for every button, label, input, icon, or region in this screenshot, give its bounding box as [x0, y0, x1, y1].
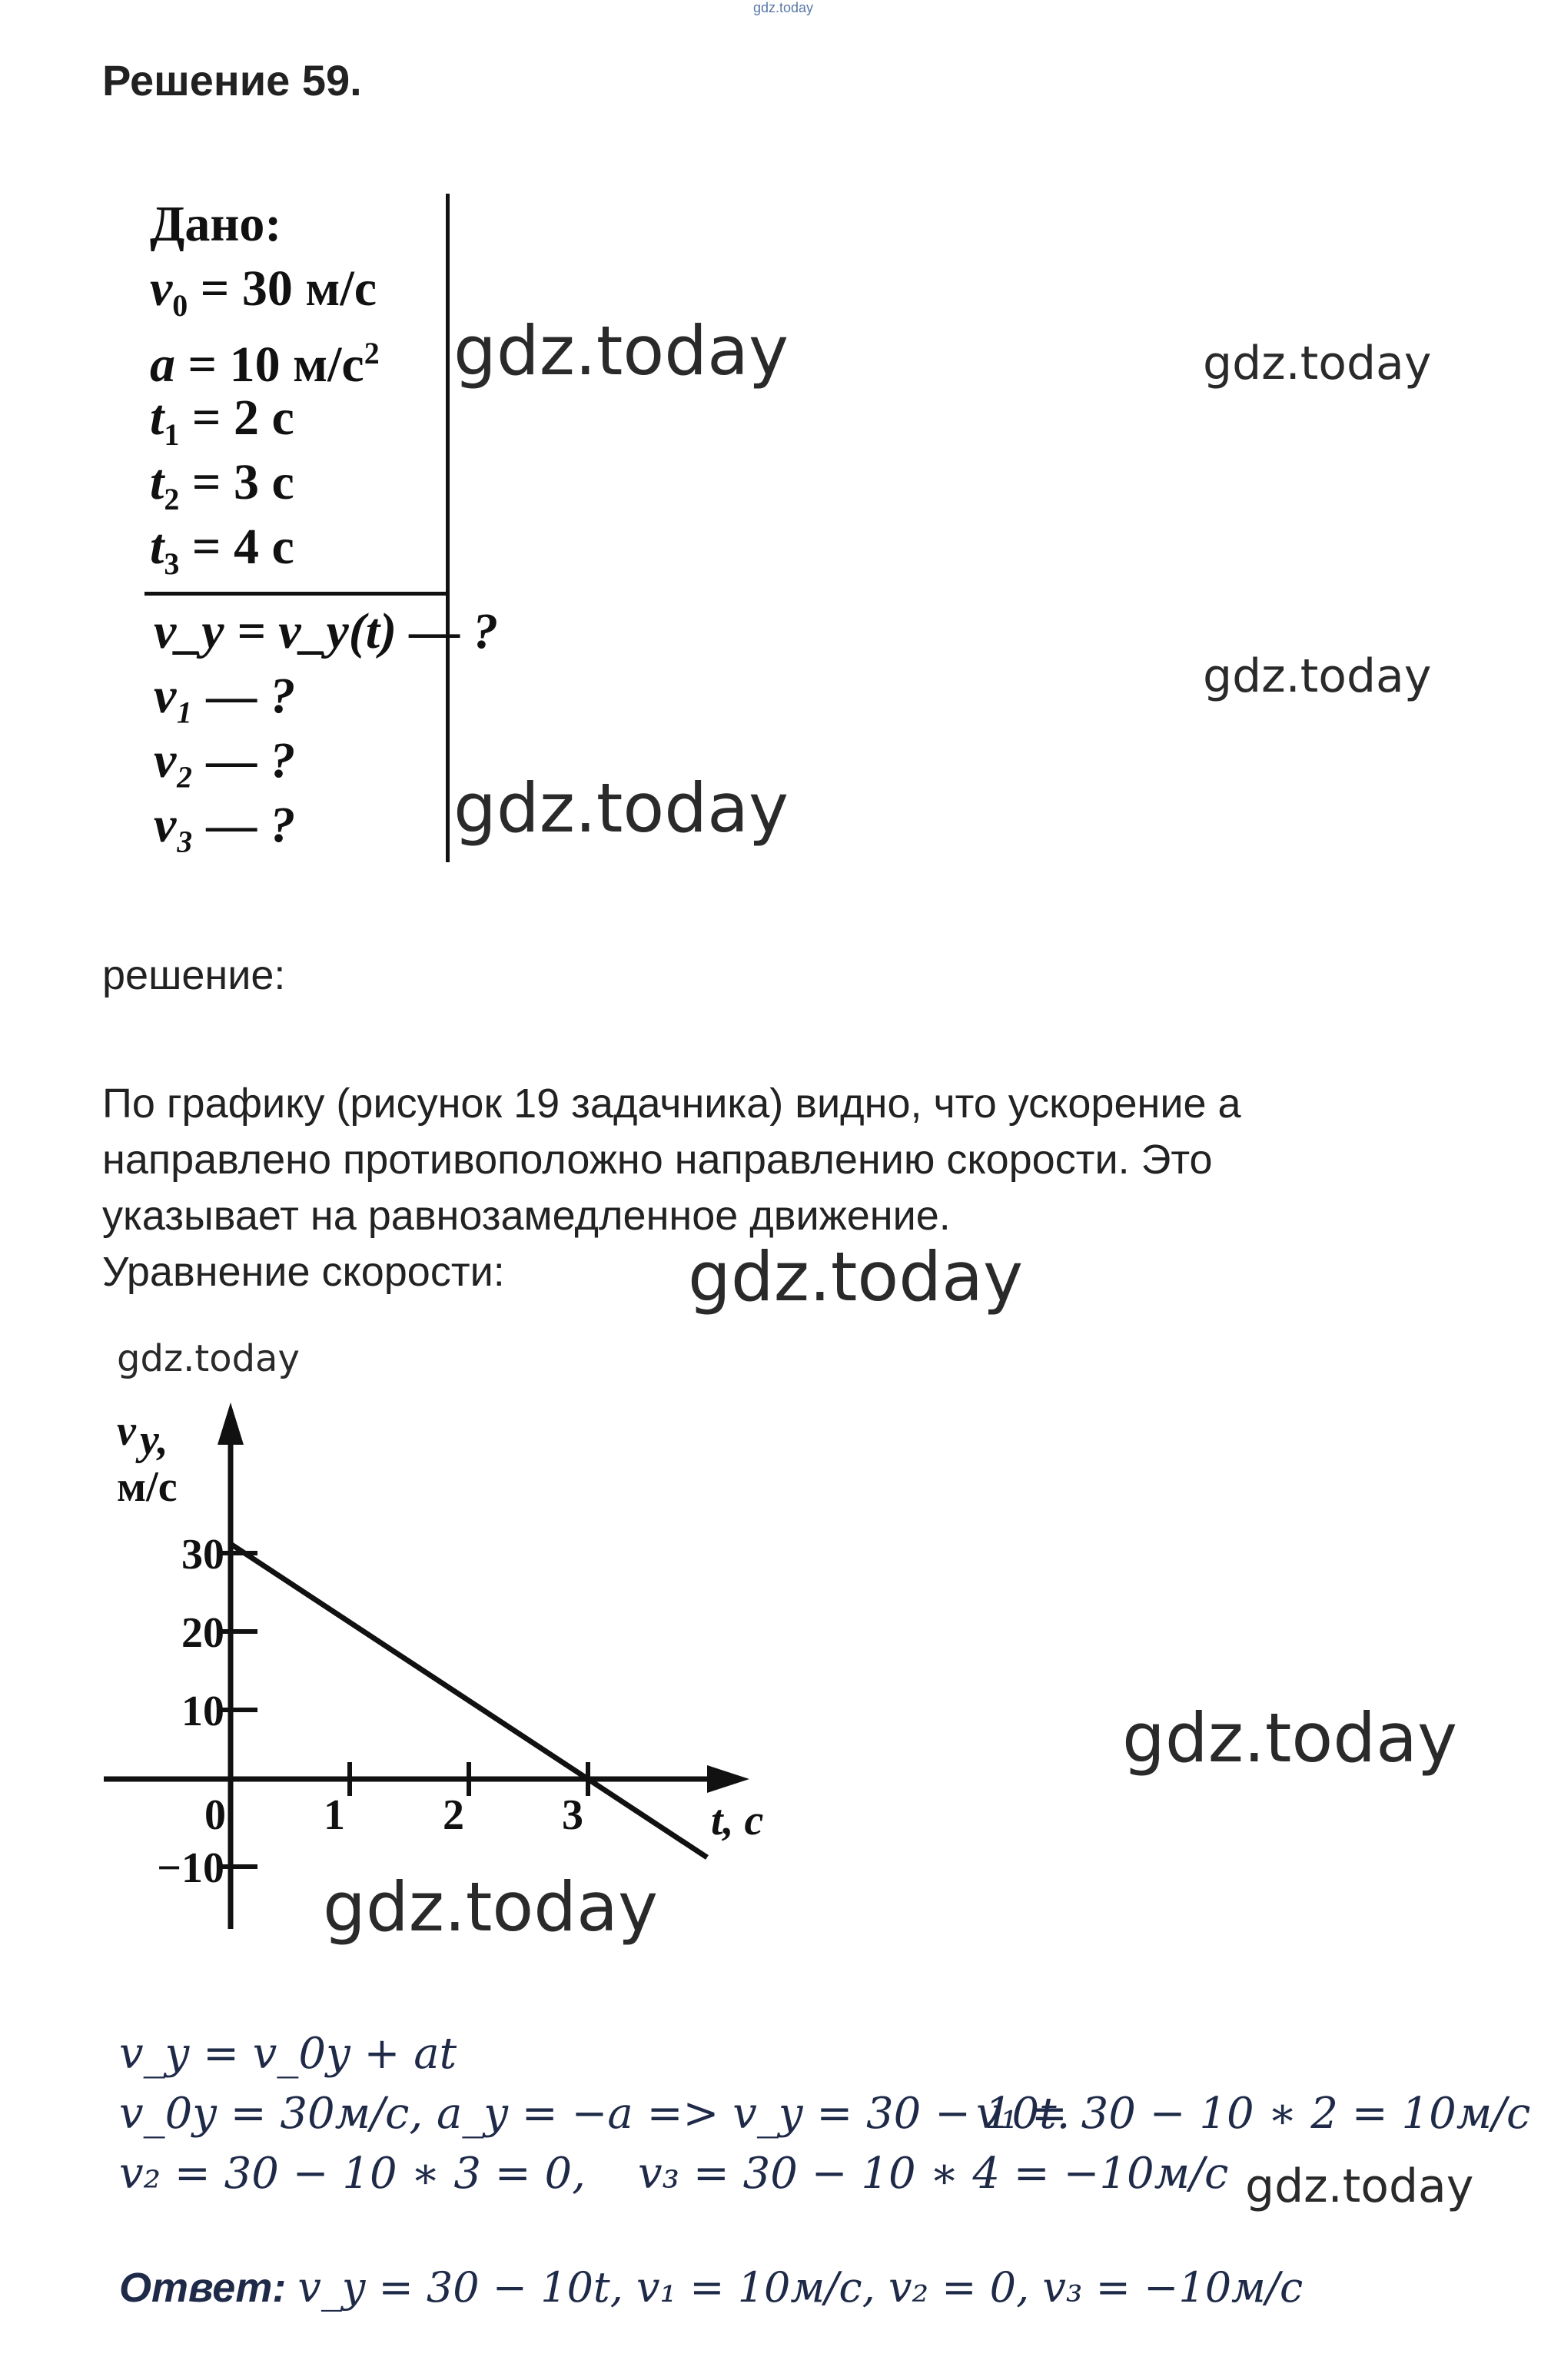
y-axis-unit: м/с [117, 1463, 178, 1511]
given-block [150, 192, 457, 582]
equation-line: v_y = v_0y + at [119, 2029, 457, 2079]
x-axis-arrow [707, 1765, 749, 1793]
x-tick-label: 1 [324, 1791, 345, 1839]
paragraph-line: указывает на равнозамедленное движение. [102, 1193, 951, 1239]
given-item [150, 386, 457, 453]
given-item [150, 515, 457, 582]
watermark: gdz.today [453, 311, 789, 390]
find-item: v₁ — ? [154, 668, 296, 724]
answer-label: Ответ: [119, 2265, 287, 2311]
watermark: gdz.today [688, 1237, 1024, 1316]
given-value: = 3 с [179, 454, 294, 510]
x-tick-label: 0 [204, 1791, 226, 1839]
equation-line: v_0y = 30м/с, a_y = −a => v_y = 30 − 10t. [119, 2089, 1071, 2139]
paragraph-line: По графику (рисунок 19 задачника) видно, что ускорение а [102, 1080, 1241, 1127]
given-heading: Дано: [150, 196, 282, 252]
watermark: gdz.today [1203, 337, 1432, 390]
y-tick-label: 10 [181, 1688, 224, 1735]
given-subscript: 0 [172, 288, 188, 324]
top-watermark: gdz.today [753, 0, 814, 15]
y-tick-label: 30 [181, 1531, 224, 1578]
answer-text: v_y = 30 − 10t, v₁ = 10м/с, v₂ = 0, v₃ = −10м/с [297, 2263, 1304, 2312]
y-axis-label-sub: y, [140, 1416, 168, 1464]
paragraph-line: направлено противоположно направлению скорости. Это [102, 1137, 1213, 1183]
equation-label: Уравнение скорости: [102, 1249, 505, 1295]
given-superscript: 2 [364, 336, 380, 370]
x-axis-label: t, с [711, 1797, 764, 1844]
given-subscript: 2 [164, 482, 180, 517]
find-item: v₂ — ? [154, 732, 296, 788]
find-item: v_y = v_y(t) — ? [154, 603, 499, 659]
solution-label: решение: [102, 952, 286, 998]
given-symbol: t [150, 519, 164, 575]
velocity-chart [100, 1360, 764, 1948]
given-value: = 2 с [179, 390, 294, 446]
watermark: gdz.today [1122, 1698, 1458, 1778]
given-value: = 4 с [179, 519, 294, 575]
given-symbol: a [150, 337, 175, 393]
answer [119, 2263, 1303, 2312]
velocity-line [231, 1544, 707, 1857]
y-axis-arrow [218, 1402, 244, 1445]
given-symbol: t [150, 454, 164, 510]
watermark: gdz.today [1245, 2159, 1474, 2213]
given-symbol: v [150, 261, 173, 317]
page-title: Решение 59. [102, 56, 362, 105]
given-symbol: t [150, 390, 164, 446]
watermark: gdz.today [1203, 649, 1432, 703]
given-item [150, 450, 457, 515]
equation-line: v₂ = 30 − 10 ∗ 3 = 0, [119, 2149, 586, 2199]
y-axis-label: v [117, 1407, 136, 1455]
given-subscript: 3 [164, 546, 180, 582]
x-tick-label: 2 [443, 1791, 464, 1839]
chart-svg [100, 1360, 764, 1944]
y-tick-label: −10 [157, 1844, 224, 1892]
find-item: v₃ — ? [154, 797, 296, 853]
given-item [150, 257, 457, 324]
y-tick-label: 20 [181, 1609, 224, 1657]
given-subscript: 1 [164, 417, 180, 453]
given-value: = 10 м/с [175, 337, 364, 393]
given-divider-horizontal [144, 592, 449, 596]
given-value: = 30 м/с [188, 261, 377, 317]
equation-line: v₁ = 30 − 10 ∗ 2 = 10м/с [976, 2089, 1531, 2139]
watermark: gdz.today [453, 768, 789, 848]
watermark: gdz.today [323, 1867, 659, 1947]
x-tick-label: 3 [562, 1791, 583, 1839]
given-item [150, 321, 457, 393]
equation-line: v₃ = 30 − 10 ∗ 4 = −10м/с [638, 2149, 1229, 2199]
find-block [154, 599, 498, 858]
watermark: gdz.today [117, 1337, 300, 1380]
